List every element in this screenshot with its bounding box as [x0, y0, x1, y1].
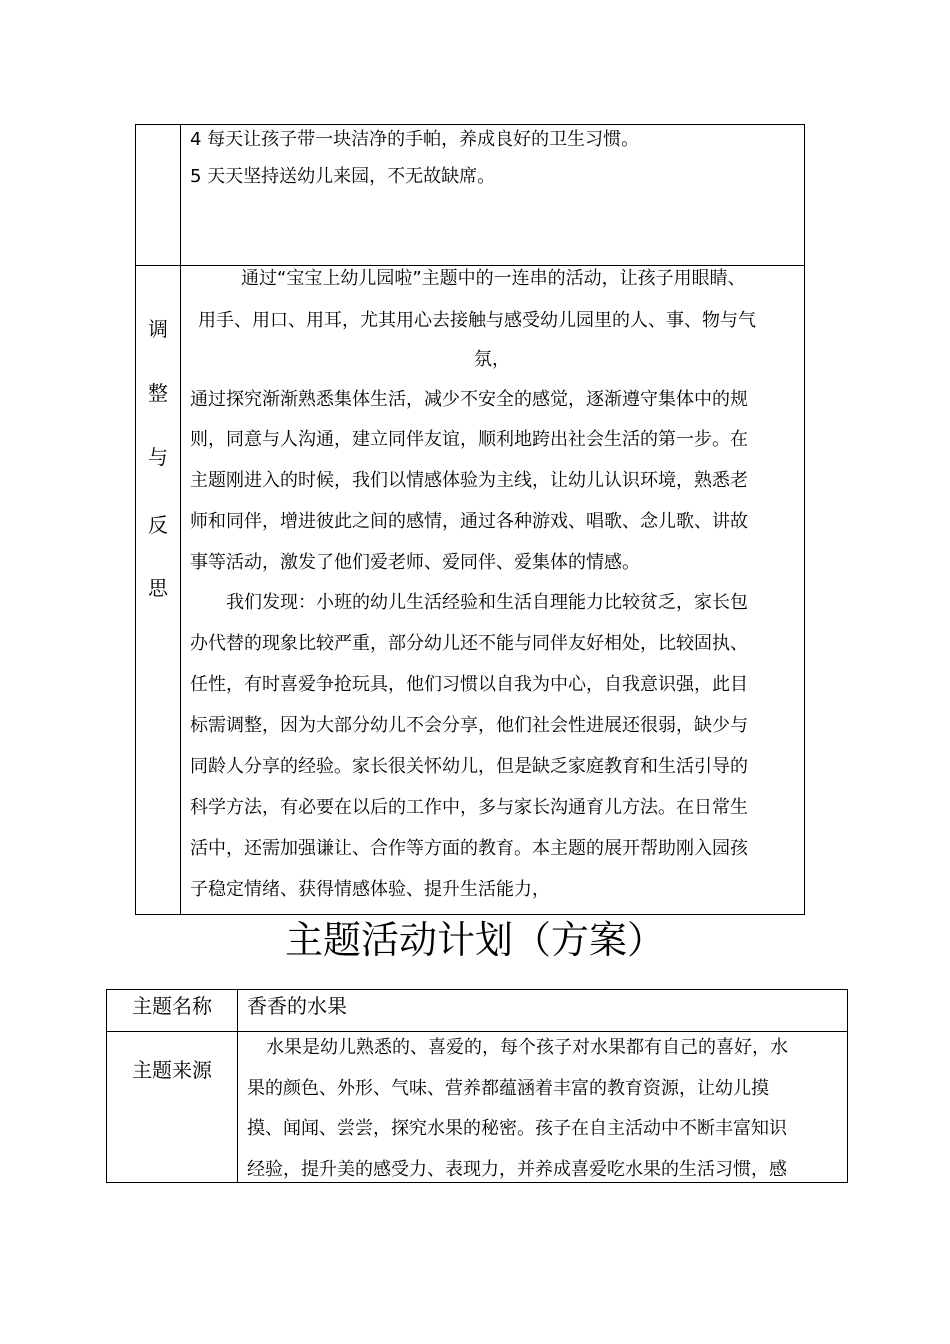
- paragraph-line: 摸、闻闻、尝尝，探究水果的秘密。孩子在自主活动中不断丰富知识: [247, 1118, 787, 1139]
- column-divider: [180, 125, 181, 914]
- paragraph-line: 科学方法，有必要在以后的工作中，多与家长沟通育儿方法。在日常生: [190, 797, 748, 818]
- page-title: 主题活动计划（方案）: [284, 918, 665, 962]
- row-divider: [107, 1031, 847, 1032]
- paragraph-line: 子稳定情绪、获得情感体验、提升生活能力，: [190, 879, 550, 900]
- paragraph-line: 果的颜色、外形、气味、营养都蕴涵着丰富的教育资源，让幼儿摸: [247, 1078, 769, 1099]
- section-label-char: 与: [148, 445, 168, 469]
- paragraph-line: 主题刚进入的时候，我们以情感体验为主线，让幼儿认识环境，熟悉老: [190, 470, 748, 491]
- paragraph-line: 标需调整，因为大部分幼儿不会分享，他们社会性进展还很弱，缺少与: [190, 715, 748, 736]
- theme-name-value: 香香的水果: [247, 994, 347, 1018]
- paragraph-line: 用手、用口、用耳，尤其用心去接触与感受幼儿园里的人、事、物与气: [198, 310, 756, 331]
- section-label-char: 调: [148, 317, 168, 341]
- section-label-char: 整: [148, 381, 168, 405]
- paragraph-line: 任性，有时喜爱争抢玩具，他们习惯以自我为中心，自我意识强，此目: [190, 674, 748, 695]
- paragraph-line: 通过探究渐渐熟悉集体生活，减少不安全的感觉，逐渐遵守集体中的规: [190, 389, 748, 410]
- section-label-char: 反: [148, 513, 168, 537]
- theme-source-label: 主题来源: [132, 1058, 212, 1082]
- paragraph-line: 同龄人分享的经验。家长很关怀幼儿，但是缺乏家庭教育和生活引导的: [190, 756, 748, 777]
- theme-name-label: 主题名称: [132, 994, 212, 1018]
- paragraph-line: 水果是幼儿熟悉的、喜爱的，每个孩子对水果都有自己的喜好，水: [266, 1037, 788, 1058]
- list-item: 5 天天坚持送幼儿来园，不无故缺席。: [190, 166, 496, 187]
- paragraph-line: 我们发现：小班的幼儿生活经验和生活自理能力比较贫乏，家长包: [226, 592, 748, 613]
- paragraph-line: 则，同意与人沟通，建立同伴友谊，顺利地跨出社会生活的第一步。在: [190, 429, 748, 450]
- paragraph-line: 办代替的现象比较严重，部分幼儿还不能与同伴友好相处，比较固执、: [190, 633, 748, 654]
- paragraph-line: 经验，提升美的感受力、表现力，并养成喜爱吃水果的生活习惯，感: [247, 1159, 787, 1180]
- paragraph-line: 事等活动，激发了他们爱老师、爱同伴、爱集体的情感。: [190, 552, 640, 573]
- paragraph-line: 活中，还需加强谦让、合作等方面的教育。本主题的展开帮助刚入园孩: [190, 838, 748, 859]
- theme-plan-table: [106, 989, 848, 1183]
- paragraph-line: 师和同伴，增进彼此之间的感情，通过各种游戏、唱歌、念儿歌、讲故: [190, 511, 748, 532]
- paragraph-line: 通过“宝宝上幼儿园啦”主题中的一连串的活动，让孩子用眼睛、: [241, 268, 746, 289]
- column-divider: [237, 990, 238, 1182]
- section-label-char: 思: [148, 576, 168, 600]
- list-item: 4 每天让孩子带一块洁净的手帕，养成良好的卫生习惯。: [190, 129, 640, 150]
- paragraph-line: 氛，: [474, 349, 510, 370]
- reflection-table: [135, 124, 805, 915]
